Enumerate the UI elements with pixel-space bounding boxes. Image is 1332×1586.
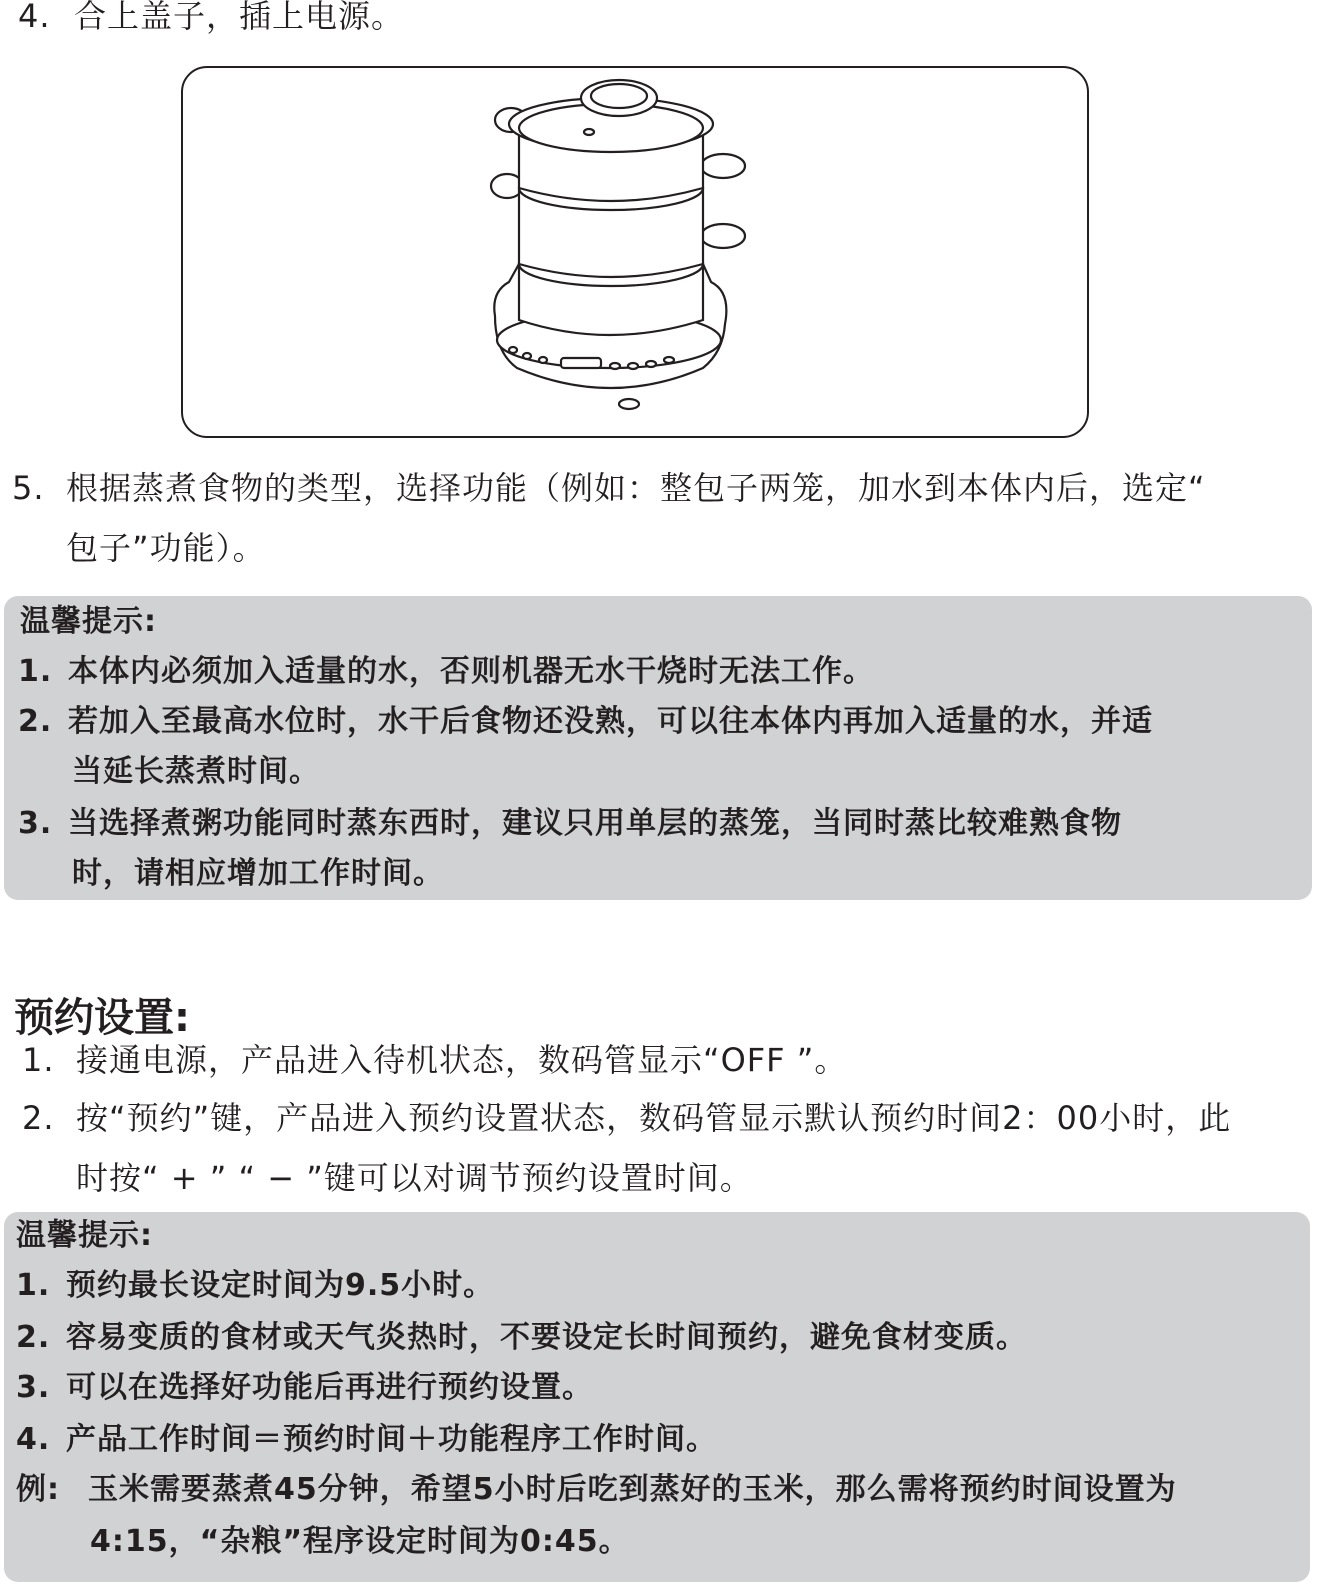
tips-1-item-3-text-line-2: 时，请相应增加工作时间。 [72,856,444,891]
tips-2-example-label: 例: [16,1472,60,1507]
schedule-step-2-continued [76,1158,753,1198]
tips-1-item-2-text-line-2: 当延长蒸煮时间。 [72,754,320,789]
schedule-step-2-number: 2. [22,1099,55,1137]
schedule-step-2-text-line-2: 时按“ + ” “ − ”键可以对调节预约设置时间。 [76,1159,753,1197]
tips-1-item-3-number: 3. [18,806,53,841]
tips-1-item-2-continued [72,752,320,792]
schedule-step-2 [22,1098,1231,1138]
tips-1-title: 温馨提示: [20,604,157,639]
tips-1-item-1-number: 1. [18,654,53,689]
step-5-text-line-1: 根据蒸煮食物的类型，选择功能（例如：整包子两笼，加水到本体内后，选定“ [66,469,1206,507]
tips-2-item-1-text: 预约最长设定时间为9.5小时。 [66,1268,495,1303]
schedule-step-2-text: 按“预约”键，产品进入预约设置状态，数码管显示默认预约时间2：00小时，此 [76,1099,1232,1137]
schedule-step-1 [22,1040,847,1080]
step-5-continued [66,528,266,568]
tips-2-title: 温馨提示: [16,1218,153,1253]
tips-1-item-2-number: 2. [18,704,53,739]
tips-1-item-3-continued [72,854,444,894]
tips-1-item-3 [18,804,1122,844]
step-5-text-line-2: 包子”功能）。 [66,529,266,567]
schedule-step-1-text: 接通电源，产品进入待机状态，数码管显示“OFF ”。 [76,1041,848,1079]
step-4-text: 合上盖子，插上电源。 [74,0,405,35]
schedule-step-1-number: 1. [22,1041,55,1079]
tips-2-example [16,1470,1177,1510]
tips-2-item-4-number: 4. [16,1422,51,1457]
tips-2-example-text: 玉米需要蒸煮45分钟，希望5小时后吃到蒸好的玉米，那么需将预约时间设置为 [88,1472,1177,1507]
tips-2-item-1-number: 1. [16,1268,51,1303]
tips-1-item-3-text: 当选择煮粥功能同时蒸东西时，建议只用单层的蒸笼，当同时蒸比较难熟食物 [68,806,1122,841]
tips-2-example-continued [90,1522,630,1562]
food-steamer-icon [183,68,1087,436]
step-5 [12,468,1206,508]
tips-2-item-2-number: 2. [16,1320,51,1355]
illustration-frame [181,66,1089,438]
tips-1-item-2 [18,702,1153,742]
tips-1-item-1-text: 本体内必须加入适量的水，否则机器无水干烧时无法工作。 [68,654,874,689]
tips-1-item-1 [18,652,874,692]
tips-2-item-4-text: 产品工作时间＝预约时间＋功能程序工作时间。 [66,1422,717,1457]
tips-2-item-3-number: 3. [16,1370,51,1405]
step-4 [18,0,404,36]
tips-box-1 [4,596,1312,900]
step-4-number: 4. [18,0,51,35]
tips-2-item-4 [16,1420,717,1460]
step-5-number: 5. [12,469,45,507]
tips-2-item-2 [16,1318,1027,1358]
tips-2-item-2-text: 容易变质的食材或天气炎热时，不要设定长时间预约，避免食材变质。 [66,1320,1027,1355]
tips-2-item-3-text: 可以在选择好功能后再进行预约设置。 [66,1370,593,1405]
tips-2-example-text-line-2: 4:15，“杂粮”程序设定时间为0:45。 [90,1524,630,1559]
tips-1-item-2-text: 若加入至最高水位时，水干后食物还没熟，可以往本体内再加入适量的水，并适 [68,704,1153,739]
tips-box-2 [4,1212,1310,1582]
schedule-heading: 预约设置: [14,995,190,1041]
tips-2-item-1 [16,1266,494,1306]
tips-2-item-3 [16,1368,593,1408]
